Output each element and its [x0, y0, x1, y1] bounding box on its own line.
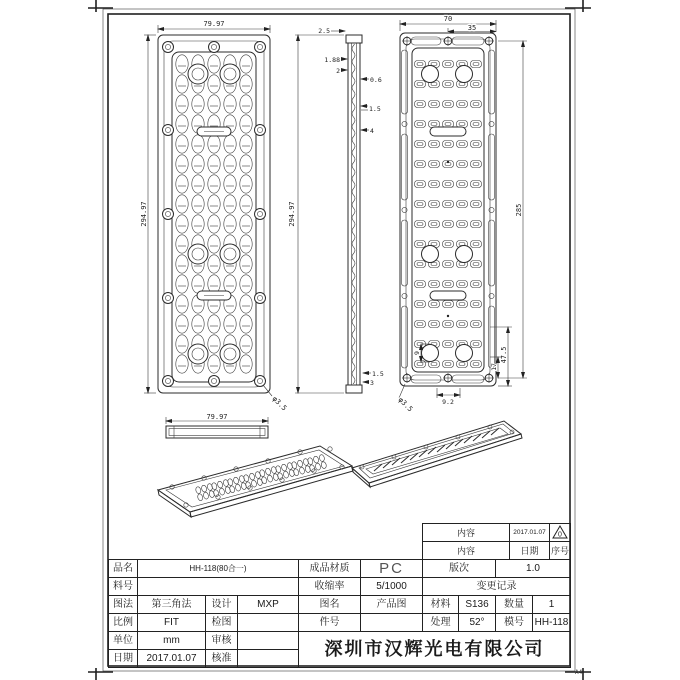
audit-label: 审核: [206, 632, 238, 650]
finished-material-value: PC: [361, 560, 423, 578]
front-view: [158, 35, 270, 393]
check-drawing-value: [238, 614, 299, 632]
revision-content-label: 内容: [423, 524, 510, 542]
dim-back-d3: 9: [413, 351, 421, 355]
designer-value: MXP: [238, 596, 299, 614]
revision-date-label: 日期: [510, 542, 550, 560]
version-label: 版次: [423, 560, 496, 578]
company-name: 深圳市汉辉光电有限公司: [299, 632, 571, 668]
dim-back-width: 70: [443, 15, 453, 23]
scale-label: 比例: [109, 614, 138, 632]
projection-value: 第三角法: [138, 596, 206, 614]
side-view-dimensions: [288, 27, 384, 393]
front-boss-circles: [188, 64, 240, 364]
mold-no-value: HH-118: [533, 614, 571, 632]
back-edge-slots: [411, 37, 484, 383]
dim-back-half-width: 35: [467, 24, 477, 32]
material-label: 材料: [423, 596, 459, 614]
date-label: 日期: [109, 650, 138, 668]
dim-side-top: 2.5: [318, 27, 330, 35]
drawing-name-label: 图名: [299, 596, 361, 614]
unit-value: mm: [138, 632, 206, 650]
sheet-size-label: A4: [575, 669, 583, 676]
change-record-label: 变更记录: [423, 578, 571, 596]
isometric-view-front: [158, 446, 353, 517]
title-block: [108, 559, 571, 668]
svg-text:0: 0: [558, 531, 562, 538]
dim-side-height: 294.97: [288, 201, 296, 227]
revision-mark-cell: [550, 524, 571, 542]
dim-side-t5: 4: [370, 127, 374, 135]
date-value: 2017.01.07: [138, 650, 206, 668]
back-view: [400, 33, 496, 386]
dim-back-d1: 47.5: [500, 346, 508, 364]
dim-side-b1: 1.5: [372, 370, 384, 378]
crop-mark-bottom-left: [88, 668, 113, 680]
bottom-view-dimensions: [166, 413, 268, 424]
item-no-value: [361, 614, 423, 632]
dim-back-hole: φ3.5: [396, 395, 415, 414]
item-no-label: 件号: [299, 614, 361, 632]
product-name: HH-118(80合一): [138, 560, 299, 578]
approve-label: 核准: [206, 650, 238, 668]
check-drawing-label: 检图: [206, 614, 238, 632]
back-boss-circles: [422, 66, 473, 362]
dim-back-d4: 9.2: [442, 398, 454, 406]
shrinkage-label: 收缩率: [299, 578, 361, 596]
shrinkage-value: 5/1000: [361, 578, 423, 596]
treatment-label: 处理: [423, 614, 459, 632]
dim-side-b2: 3: [370, 379, 374, 387]
qty-label: 数量: [496, 596, 533, 614]
revision-table: [422, 523, 571, 560]
mold-no-label: 模号: [496, 614, 533, 632]
bottom-view: [166, 426, 268, 438]
dim-front-height: 294.97: [140, 201, 148, 227]
audit-value: [238, 632, 299, 650]
revision-seq-label: 序号: [550, 542, 571, 560]
drawing-name-value: 产品图: [361, 596, 423, 614]
dim-front-hole: φ3.5: [270, 394, 289, 413]
crop-mark-top-left: [88, 0, 113, 12]
isometric-view-back: [352, 421, 522, 487]
projection-label: 图法: [109, 596, 138, 614]
dim-side-t2: 2: [336, 67, 340, 75]
crop-mark-top-right: [565, 0, 591, 12]
dim-side-t1: 1.88: [324, 56, 340, 64]
finished-material-label: 成品材质: [299, 560, 361, 578]
product-label: 品名: [109, 560, 138, 578]
design-label: 设计: [206, 596, 238, 614]
dim-bottom-width: 79.97: [206, 413, 228, 421]
dim-back-height: 285: [515, 203, 523, 217]
unit-label: 单位: [109, 632, 138, 650]
material-value: S136: [459, 596, 496, 614]
back-screw-holes: [402, 36, 494, 383]
treatment-value: 52°: [459, 614, 496, 632]
dim-side-t3: 0.6: [370, 76, 382, 84]
part-no-value: [138, 578, 299, 596]
revision-content-date: 2017.01.07: [510, 524, 550, 542]
dim-back-d2: 17: [490, 363, 498, 371]
revision-content-label2: 内容: [423, 542, 510, 560]
part-no-label: 料号: [109, 578, 138, 596]
approve-value: [238, 650, 299, 668]
qty-value: 1: [533, 596, 571, 614]
scale-value: FIT: [138, 614, 206, 632]
revision-triangle-icon: [552, 525, 568, 539]
version-value: 1.0: [496, 560, 571, 578]
dim-front-width: 79.97: [203, 20, 225, 28]
dim-side-t4: 1.5: [369, 105, 381, 113]
side-view: [346, 35, 362, 393]
